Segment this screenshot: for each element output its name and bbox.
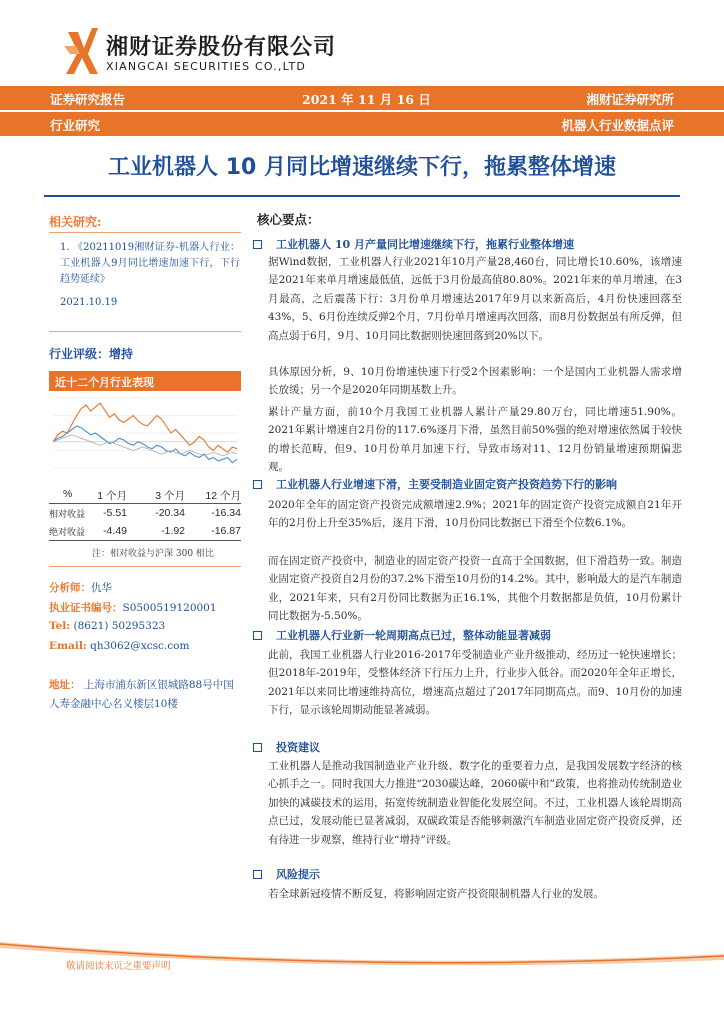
checkbox-bullet-icon	[253, 240, 262, 249]
paragraph: 此前，我国工业机器人行业2016-2017年受制造业产业升级推动，经历过一轮快速增长；但2018年-2019年，受整体经济下行压力上升，行业步入低谷。而2020年全年正增长，2021年以来同比增速维持高位，增速高点超过了2017年同期高点。而9、10月份的加速下行，显示该轮周期动能显著减弱。	[268, 649, 682, 717]
paragraph: 据Wind数据，工业机器人行业2021年10月产量28,460台，同比增长10.60%，该增速是2021年来单月增速最低值，远低于3月份最高值80.80%。2021年来的单月增速，在3月最高，之后震荡下行：3月份单月增速达2017年9月以来新高后，4月份快速回落至43%，5、6月份连续反弹2个月，7月份单月增速再次回落，而8月份数据虽有所反弹，但高点弱于6月，9月、10月同比数据则快速回落到20%以下。	[268, 256, 682, 342]
rating-value: 增持	[109, 347, 134, 361]
page-title: 工业机器人 10 月同比增速继续下行，拖累整体增速	[108, 155, 616, 180]
related-research-link[interactable]: 1. 《20211019湘财证券-机器人行业：工业机器人9月同比增速加速下行，下行趋势延续》	[60, 242, 240, 285]
paragraph: 具体原因分析，9、10月份增速快速下行受2个因素影响：一个是国内工业机器人需求增长放缓；另一个是2020年同期基数上升。	[268, 366, 682, 397]
related-research-date: 2021.10.19	[60, 297, 118, 308]
table-cell: -4.49	[103, 525, 127, 537]
section-heading	[253, 739, 320, 755]
left-divider	[49, 331, 241, 332]
table-header-cell: 3 个月	[155, 490, 185, 502]
table-cell: 绝对收益	[49, 528, 86, 538]
company-name: 湘财证券股份有限公司	[106, 35, 337, 60]
address	[49, 676, 241, 714]
related-research-heading: 相关研究:	[49, 215, 102, 229]
chart-series-line-2	[53, 426, 237, 463]
table-note: 注：相对收益与沪深 300 相比	[92, 549, 214, 559]
table-cell: -1.92	[161, 525, 185, 537]
section-heading	[253, 236, 574, 252]
left-divider	[49, 566, 241, 567]
section-heading	[253, 627, 551, 643]
table-header-row	[49, 488, 241, 504]
table-cell: 相对收益	[49, 510, 86, 520]
address-label: 地址：	[49, 679, 81, 691]
table-header-cell: %	[63, 488, 73, 500]
telephone	[49, 620, 165, 632]
report-date: 2021 年 11 月 16 日	[302, 92, 431, 107]
tel-label: Tel:	[49, 620, 71, 632]
checkbox-bullet-icon	[253, 480, 262, 489]
section-heading-text: 风险提示	[276, 868, 320, 881]
table-divider	[49, 540, 241, 541]
checkbox-bullet-icon	[253, 870, 262, 879]
email-link[interactable]: qh3062@xcsc.com	[90, 640, 190, 652]
report-category: 行业研究	[50, 118, 101, 133]
paragraph: 工业机器人是推动我国制造业产业升级、数字化的重要着力点，是我国发展数字经济的核心抓手之一。同时我国大力推进“2030碳达峰，2060碳中和”政策，也将推动传统制造业加快的减碳技术的运用，拓宽传统制造业智能化发展空间。不过，工业机器人该轮周期高点已过，发展动能已显著减弱，双碳政策是否能够刺激汽车制造业固定资产投资反弹，还有待进一步观察，维持行业“增持”评级。	[268, 760, 682, 846]
analyst-label: 分析师：	[49, 582, 91, 594]
paragraph: 若全球新冠疫情不断反复，将影响固定资产投资限制机器人行业的发展。	[268, 888, 604, 900]
table-cell: -5.51	[103, 507, 127, 519]
section-heading	[253, 866, 320, 882]
table-row	[49, 525, 241, 541]
address-value: 上海市浦东新区银城路88号中国人寿金融中心名义楼层10楼	[49, 679, 234, 710]
section-heading-text: 工业机器人 10 月产量同比增速继续下行，拖累行业整体增速	[276, 238, 574, 251]
analyst-name: 仇华	[91, 582, 112, 594]
analyst	[49, 580, 112, 595]
cert-value: S0500519120001	[122, 602, 217, 614]
company-logo-icon	[64, 26, 98, 74]
checkbox-bullet-icon	[253, 631, 262, 640]
header-band-bottom	[0, 112, 724, 136]
paragraph: 2020年全年的固定资产投资完成额增速2.9%；2021年的固定资产投资完成额自21年开年的2月份上升至35%后，逐月下滑，10月份同比数据已下滑至个位数6.1%。	[268, 499, 682, 530]
paragraph: 而在固定资产投资中，制造业的固定资产投资一直高于全国数据，但下滑趋势一致。制造业固定资产投资自2月份的37.2%下滑至10月份的14.2%。其中，影响最大的是汽车制造业，2021年来，只有2月份同比数据为正16.1%，其他个月数据都是负值，10月份累计同比数据为-5.50%。	[268, 555, 682, 623]
title-divider	[44, 195, 680, 197]
performance-heading	[49, 371, 241, 391]
rating-label: 行业评级：	[49, 347, 110, 361]
table-header-cell: 1 个月	[97, 490, 127, 502]
company-name-en: XIANGCAI SECURITIES CO.,LTD	[106, 60, 307, 73]
section-heading-text: 工业机器人行业新一轮周期高点已过，整体动能显著减弱	[276, 629, 551, 642]
email-label: Email:	[49, 640, 87, 652]
tel-value: (8621) 50295323	[73, 620, 166, 632]
section-heading-text: 工业机器人行业增速下滑，主要受制造业固定资产投资趋势下行的影响	[276, 478, 617, 491]
header-band-top	[0, 86, 724, 110]
table-header-cell: 12 个月	[205, 490, 241, 502]
table-cell: -16.34	[211, 507, 241, 519]
core-points-heading: 核心要点：	[257, 212, 320, 227]
institute: 湘财证券研究所	[586, 92, 674, 107]
performance-chart	[49, 394, 241, 472]
section-heading	[253, 476, 617, 492]
left-divider	[49, 232, 241, 233]
disclaimer-link[interactable]: 敬请阅读末页之重要声明	[66, 961, 171, 972]
email	[49, 640, 189, 652]
report-series: 机器人行业数据点评	[561, 118, 674, 133]
cert-label: 执业证书编号：	[49, 602, 123, 614]
paragraph: 累计产量方面，前10个月我国工业机器人累计产量29.80万台，同比增速51.90%。2021年累计增速自2月份的117.6%逐月下滑，虽然目前50%强的绝对增速依然属于较快的增长范畴，但9、10月份单月加速下行，导致市场对11、12月份销量增速预期偏悲观。	[268, 406, 682, 474]
industry-rating	[49, 345, 133, 362]
table-divider	[49, 503, 241, 504]
table-cell: -20.34	[155, 507, 185, 519]
table-row	[49, 507, 241, 523]
performance-title: 近十二个月行业表现	[55, 376, 154, 389]
cert-number	[49, 600, 217, 615]
section-heading-text: 投资建议	[276, 741, 320, 754]
checkbox-bullet-icon	[253, 743, 262, 752]
report-type: 证券研究报告	[50, 92, 126, 107]
table-cell: -16.87	[211, 525, 241, 537]
